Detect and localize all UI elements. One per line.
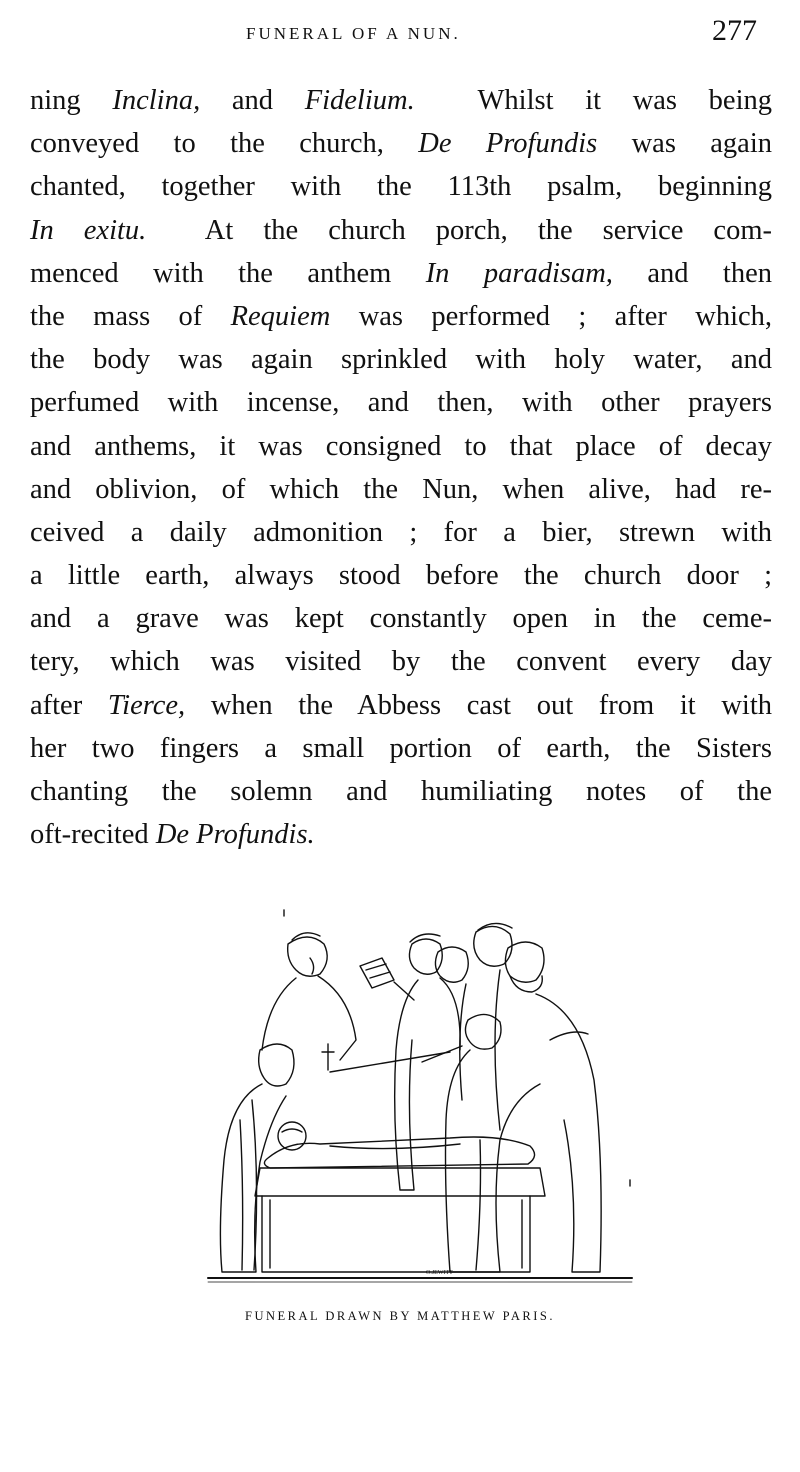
figure-caption: FUNERAL DRAWN BY MATTHEW PARIS. — [245, 1309, 555, 1323]
text-segment: ceived a daily admonition ; for a bier, strewn with — [30, 516, 772, 548]
text-segment: and a grave was kept constantly open in the ceme- — [30, 603, 772, 635]
engraver-signature: O.JEWITT — [426, 1270, 453, 1276]
italic-text: Fidelium. — [304, 85, 415, 116]
italic-text: De Profundis — [418, 128, 598, 160]
text-line — [30, 597, 772, 640]
italic-text: Requiem — [230, 300, 331, 332]
text-segment: her two fingers a small portion of earth, the Sisters — [30, 732, 772, 764]
text-segment: after — [30, 689, 108, 721]
text-line — [30, 338, 772, 381]
text-line — [30, 684, 772, 727]
page-header — [0, 14, 800, 54]
text-segment: Whilst it was being — [414, 85, 772, 116]
text-segment: At the church porch, the service com- — [146, 214, 772, 246]
text-line — [30, 468, 772, 511]
text-segment: chanted, together with the 113th psalm, beginning — [30, 171, 772, 203]
text-line — [30, 381, 772, 424]
italic-text: De Profundis. — [155, 819, 315, 851]
text-line — [30, 252, 772, 295]
text-segment: oft-recited — [30, 819, 156, 851]
text-line — [30, 165, 772, 208]
italic-text: Tierce, — [107, 689, 186, 721]
text-segment: chanting the solemn and humiliating notes of the — [30, 776, 772, 807]
text-line — [30, 554, 772, 597]
text-segment: was performed ; after which, — [330, 300, 773, 332]
text-line — [30, 425, 772, 468]
text-line — [30, 79, 772, 122]
text-line — [30, 511, 772, 554]
text-segment: was again — [597, 128, 772, 160]
italic-text: In paradisam, — [425, 257, 613, 289]
text-segment: menced with the anthem — [30, 257, 426, 289]
text-segment: ning — [30, 85, 113, 116]
text-line — [30, 770, 772, 813]
text-segment: the body was again sprinkled with holy water, and — [30, 344, 772, 376]
text-line — [30, 295, 772, 338]
text-line — [30, 727, 772, 770]
text-segment: the mass of — [30, 300, 231, 332]
italic-text: Inclina, — [112, 85, 201, 116]
page-number: 277 — [712, 14, 757, 47]
text-segment: tery, which was visited by the convent every day — [30, 646, 772, 678]
text-segment: a little earth, always stood before the church door ; — [30, 560, 772, 592]
text-segment: and — [200, 85, 305, 116]
running-head: FUNERAL OF A NUN. — [246, 24, 461, 43]
text-segment: when the Abbess cast out from it with — [185, 689, 773, 721]
text-line — [30, 209, 772, 252]
text-segment: and anthems, it was consigned to that place of decay — [30, 430, 772, 462]
engraving — [200, 900, 640, 1290]
funeral-illustration — [200, 900, 640, 1290]
text-line — [30, 813, 772, 856]
body-text — [30, 79, 772, 856]
text-segment: and oblivion, of which the Nun, when alive, had re- — [30, 473, 772, 505]
italic-text: In exitu. — [30, 214, 147, 246]
text-line — [30, 122, 772, 165]
text-segment: perfumed with incense, and then, with other prayers — [30, 387, 772, 419]
text-line — [30, 640, 772, 683]
text-segment: and then — [612, 257, 772, 289]
text-segment: conveyed to the church, — [30, 128, 419, 160]
